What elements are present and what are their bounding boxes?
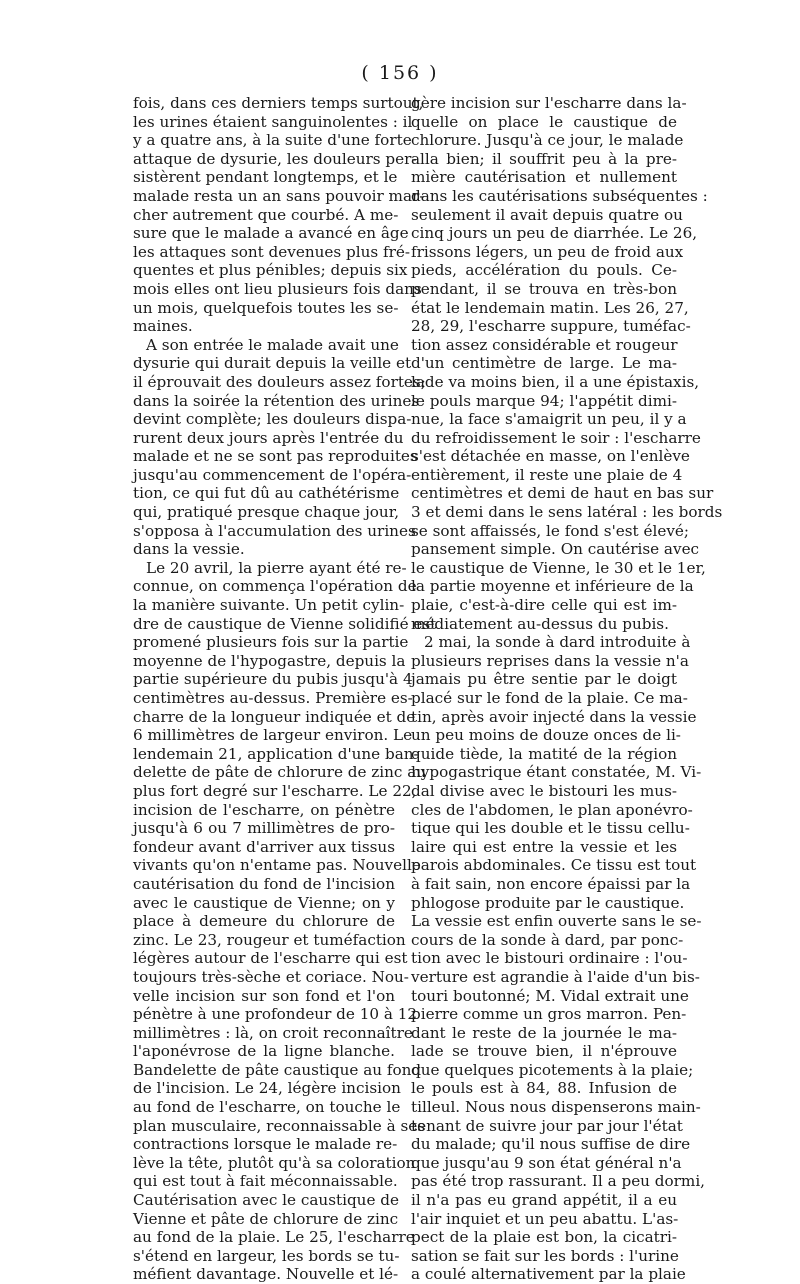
text-line: tion, ce qui fut dû au cathétérisme <box>133 484 400 503</box>
text-line: 28, 29, l'escharre suppure, tuméfac- <box>411 317 691 336</box>
text-line: plan musculaire, reconnaissable à ses <box>133 1116 426 1135</box>
text-line: cinq jours un peu de diarrhée. Le 26, <box>411 224 698 243</box>
text-line: lendemain 21, application d'une ban- <box>133 744 419 763</box>
text-line: s'étend en largeur, les bords se tu- <box>133 1246 400 1265</box>
text-line: velle incision sur son fond et l'on <box>133 986 395 1005</box>
text-line: tenant de suivre jour par jour l'état <box>411 1116 683 1135</box>
text-line: seulement il avait depuis quatre ou <box>411 205 683 224</box>
text-line: s'est détachée en masse, on l'enlève <box>411 447 690 466</box>
text-line: partie supérieure du pubis jusqu'à 4 <box>133 670 413 689</box>
text-line: que jusqu'au 9 son état général n'a <box>411 1153 682 1172</box>
text-line: il n'a pas eu grand appétit, il a eu <box>411 1191 677 1210</box>
text-line: contractions lorsque le malade re- <box>133 1135 398 1154</box>
text-line: Vienne et pâte de chlorure de zinc <box>133 1209 399 1228</box>
text-line: que quelques picotements à la plaie; <box>411 1060 694 1079</box>
text-line: jamais pu être sentie par le doigt <box>411 670 677 689</box>
text-line: quentes et plus pénibles; depuis six <box>133 261 408 280</box>
text-line: dans les cautérisations subséquentes : <box>411 186 708 205</box>
text-line: un peu moins de douze onces de li- <box>411 726 681 745</box>
text-line: Cautérisation avec le caustique de <box>133 1191 399 1210</box>
text-line: alla bien; il souffrit peu à la pre- <box>411 149 677 168</box>
text-line: y a quatre ans, à la suite d'une forte <box>133 131 412 150</box>
text-line: quelle on place le caustique de <box>411 112 677 131</box>
text-line: A son entrée le malade avait une <box>146 335 399 354</box>
text-line: l'air inquiet et un peu abattu. L'as- <box>411 1209 679 1228</box>
text-line: malade et ne se sont pas reproduites <box>133 447 418 466</box>
text-line: jusqu'au commencement de l'opéra- <box>133 465 412 484</box>
text-line: 3 et demi dans le sens latéral : les bords <box>411 503 723 522</box>
text-line: 2 mai, la sonde à dard introduite à <box>424 633 691 652</box>
text-line: pas été trop rassurant. Il a peu dormi, <box>411 1172 705 1191</box>
text-line: avec le caustique de Vienne; on y <box>133 893 395 912</box>
text-line: phlogose produite par le caustique. <box>411 893 685 912</box>
text-line: qui, pratiqué presque chaque jour, <box>133 503 400 522</box>
text-line: malade resta un an sans pouvoir mar- <box>133 186 425 205</box>
text-line: attaque de dysurie, les douleurs per- <box>133 149 417 168</box>
text-line: sation se fait sur les bords : l'urine <box>411 1246 679 1265</box>
text-line: lève la tête, plutôt qu'à sa coloration <box>133 1153 416 1172</box>
text-line: légères autour de l'escharre qui est <box>133 949 408 968</box>
text-line: état le lendemain matin. Les 26, 27, <box>411 298 689 317</box>
text-line: maines. <box>133 317 193 336</box>
text-line: du malade; qu'il nous suffise de dire <box>411 1135 691 1154</box>
text-line: cles de l'abdomen, le plan aponévro- <box>411 800 693 819</box>
text-line: il éprouvait des douleurs assez fortes; <box>133 372 426 391</box>
text-line: à fait sain, non encore épaissi par la <box>411 874 691 893</box>
text-line: au fond de l'escharre, on touche le <box>133 1098 401 1117</box>
text-line: au fond de la plaie. Le 25, l'escharre <box>133 1228 415 1247</box>
text-line: cher autrement que courbé. A me- <box>133 205 399 224</box>
text-line: d'un centimètre de large. Le ma- <box>411 354 677 373</box>
text-line: pansement simple. On cautérise avec <box>411 540 700 559</box>
text-line: hypogastrique étant constatée, M. Vi- <box>411 763 702 782</box>
text-line: pénètre à une profondeur de 10 à 12 <box>133 1005 418 1024</box>
text-line: rurent deux jours après l'entrée du <box>133 428 404 447</box>
text-line: centimètres et demi de haut en bas sur <box>411 484 714 503</box>
text-line: de l'incision. Le 24, légère incision <box>133 1079 401 1098</box>
text-line: Le 20 avril, la pierre ayant été re- <box>146 558 407 577</box>
text-line: plusieurs reprises dans la vessie n'a <box>411 651 689 670</box>
text-line: centimètres au-dessus. Première es- <box>133 689 413 707</box>
text-line: cautérisation du fond de l'incision <box>133 874 395 893</box>
text-line: frissons légers, un peu de froid aux <box>411 242 684 261</box>
text-line: nue, la face s'amaigrit un peu, il y a <box>411 410 687 429</box>
text-line: la manière suivante. Un petit cylin- <box>133 596 405 615</box>
text-line: place à demeure du chlorure de <box>133 912 395 931</box>
text-line: tion avec le bistouri ordinaire : l'ou- <box>411 949 688 968</box>
text-line: mois elles ont lieu plusieurs fois dans <box>133 279 422 298</box>
text-line: lade se trouve bien, il n'éprouve <box>411 1042 677 1061</box>
text-line: les urines étaient sanguinolentes : il <box>133 112 413 131</box>
text-line: médiatement au-dessus du pubis. <box>411 614 669 633</box>
text-line: un mois, quelquefois toutes les se- <box>133 298 399 317</box>
text-line: plaie, c'est-à-dire celle qui est im- <box>411 596 677 615</box>
text-line: Bandelette de pâte caustique au fond <box>133 1060 422 1079</box>
text-line: dal divise avec le bistouri les mus- <box>411 781 677 800</box>
text-line: cours de la sonde à dard, par ponc- <box>411 930 684 949</box>
text-line: charre de la longueur indiquée et de <box>133 707 416 726</box>
text-line: moyenne de l'hypogastre, depuis la <box>133 651 406 670</box>
text-line: mière cautérisation et nullement <box>411 168 677 187</box>
text-line: lade va moins bien, il a une épistaxis, <box>411 372 700 391</box>
text-line: le pouls marque 94; l'appétit dimi- <box>411 391 677 410</box>
text-line: tin, après avoir injecté dans la vessie <box>411 707 697 726</box>
text-line: laire qui est entre la vessie et les <box>411 837 677 856</box>
text-line: gère incision sur l'escharre dans la- <box>411 94 687 112</box>
text-line: delette de pâte de chlorure de zinc au <box>133 763 427 782</box>
text-column-left <box>133 94 437 1284</box>
text-line: dans la soirée la rétention des urines <box>133 391 420 410</box>
text-line: le caustique de Vienne, le 30 et le 1er, <box>411 558 706 577</box>
text-line: placé sur le fond de la plaie. Ce ma- <box>411 689 688 707</box>
text-line: se sont affaissés, le fond s'est élevé; <box>411 521 690 540</box>
text-line: La vessie est enfin ouverte sans le se- <box>411 912 702 931</box>
text-line: tion assez considérable et rougeur <box>411 335 678 354</box>
text-line: connue, on commença l'opération de <box>133 577 417 596</box>
text-column-right <box>411 94 723 1284</box>
text-line: vivants qu'on n'entame pas. Nouvelle <box>133 856 421 875</box>
text-line: méfient davantage. Nouvelle et lé- <box>133 1265 399 1284</box>
text-line: verture est agrandie à l'aide d'un bis- <box>411 967 700 986</box>
text-line: sistèrent pendant longtemps, et le <box>133 168 398 187</box>
text-line: tique qui les double et le tissu cellu- <box>411 819 690 838</box>
text-line: jusqu'à 6 ou 7 millimètres de pro- <box>133 819 395 838</box>
text-line: du refroidissement le soir : l'escharre <box>411 428 701 447</box>
text-line: s'opposa à l'accumulation des urines <box>133 521 416 540</box>
text-line: quide tiède, la matité de la région <box>411 744 677 763</box>
text-line: le pouls est à 84, 88. Infusion de <box>411 1079 677 1098</box>
text-line: pendant, il se trouva en très-bon <box>411 279 677 298</box>
text-line: dant le reste de la journée le ma- <box>411 1023 677 1042</box>
text-line: l'aponévrose de la ligne blanche. <box>133 1042 395 1061</box>
text-line: zinc. Le 23, rougeur et tuméfaction <box>133 930 406 949</box>
text-line: pierre comme un gros marron. Pen- <box>411 1005 687 1024</box>
text-line: fondeur avant d'arriver aux tissus <box>133 837 395 856</box>
text-line: devint complète; les douleurs dispa- <box>133 410 412 429</box>
text-line: 6 millimètres de largeur environ. Le <box>133 726 413 745</box>
text-line: tilleul. Nous nous dispenserons main- <box>411 1098 701 1117</box>
text-line: touri boutonné; M. Vidal extrait une <box>411 986 689 1005</box>
text-line: dans la vessie. <box>133 540 245 559</box>
text-line: les attaques sont devenues plus fré- <box>133 242 410 261</box>
text-line: plus fort degré sur l'escharre. Le 22, <box>133 781 417 800</box>
text-line: dre de caustique de Vienne solidifié est <box>133 614 437 633</box>
text-line: chlorure. Jusqu'à ce jour, le malade <box>411 131 684 150</box>
text-line: pieds, accélération du pouls. Ce- <box>411 261 677 280</box>
text-line: sure que le malade a avancé en âge <box>133 224 409 243</box>
text-line: incision de l'escharre, on pénètre <box>133 800 395 819</box>
text-line: millimètres : là, on croit reconnaître <box>133 1023 413 1042</box>
text-line: la partie moyenne et inférieure de la <box>411 577 694 596</box>
text-line: parois abdominales. Ce tissu est tout <box>411 856 697 875</box>
text-line: promené plusieurs fois sur la partie <box>133 633 409 652</box>
text-line: a coulé alternativement par la plaie <box>411 1265 686 1284</box>
text-line: toujours très-sèche et coriace. Nou- <box>133 967 409 986</box>
text-line: pect de la plaie est bon, la cicatri- <box>411 1228 677 1247</box>
text-line: entièrement, il reste une plaie de 4 <box>411 465 683 484</box>
text-line: dysurie qui durait depuis la veille et <box>133 354 412 373</box>
text-line: qui est tout à fait méconnaissable. <box>133 1172 398 1191</box>
text-line: fois, dans ces derniers temps surtout, <box>133 94 424 112</box>
page-number: ( 156 ) <box>361 62 439 84</box>
